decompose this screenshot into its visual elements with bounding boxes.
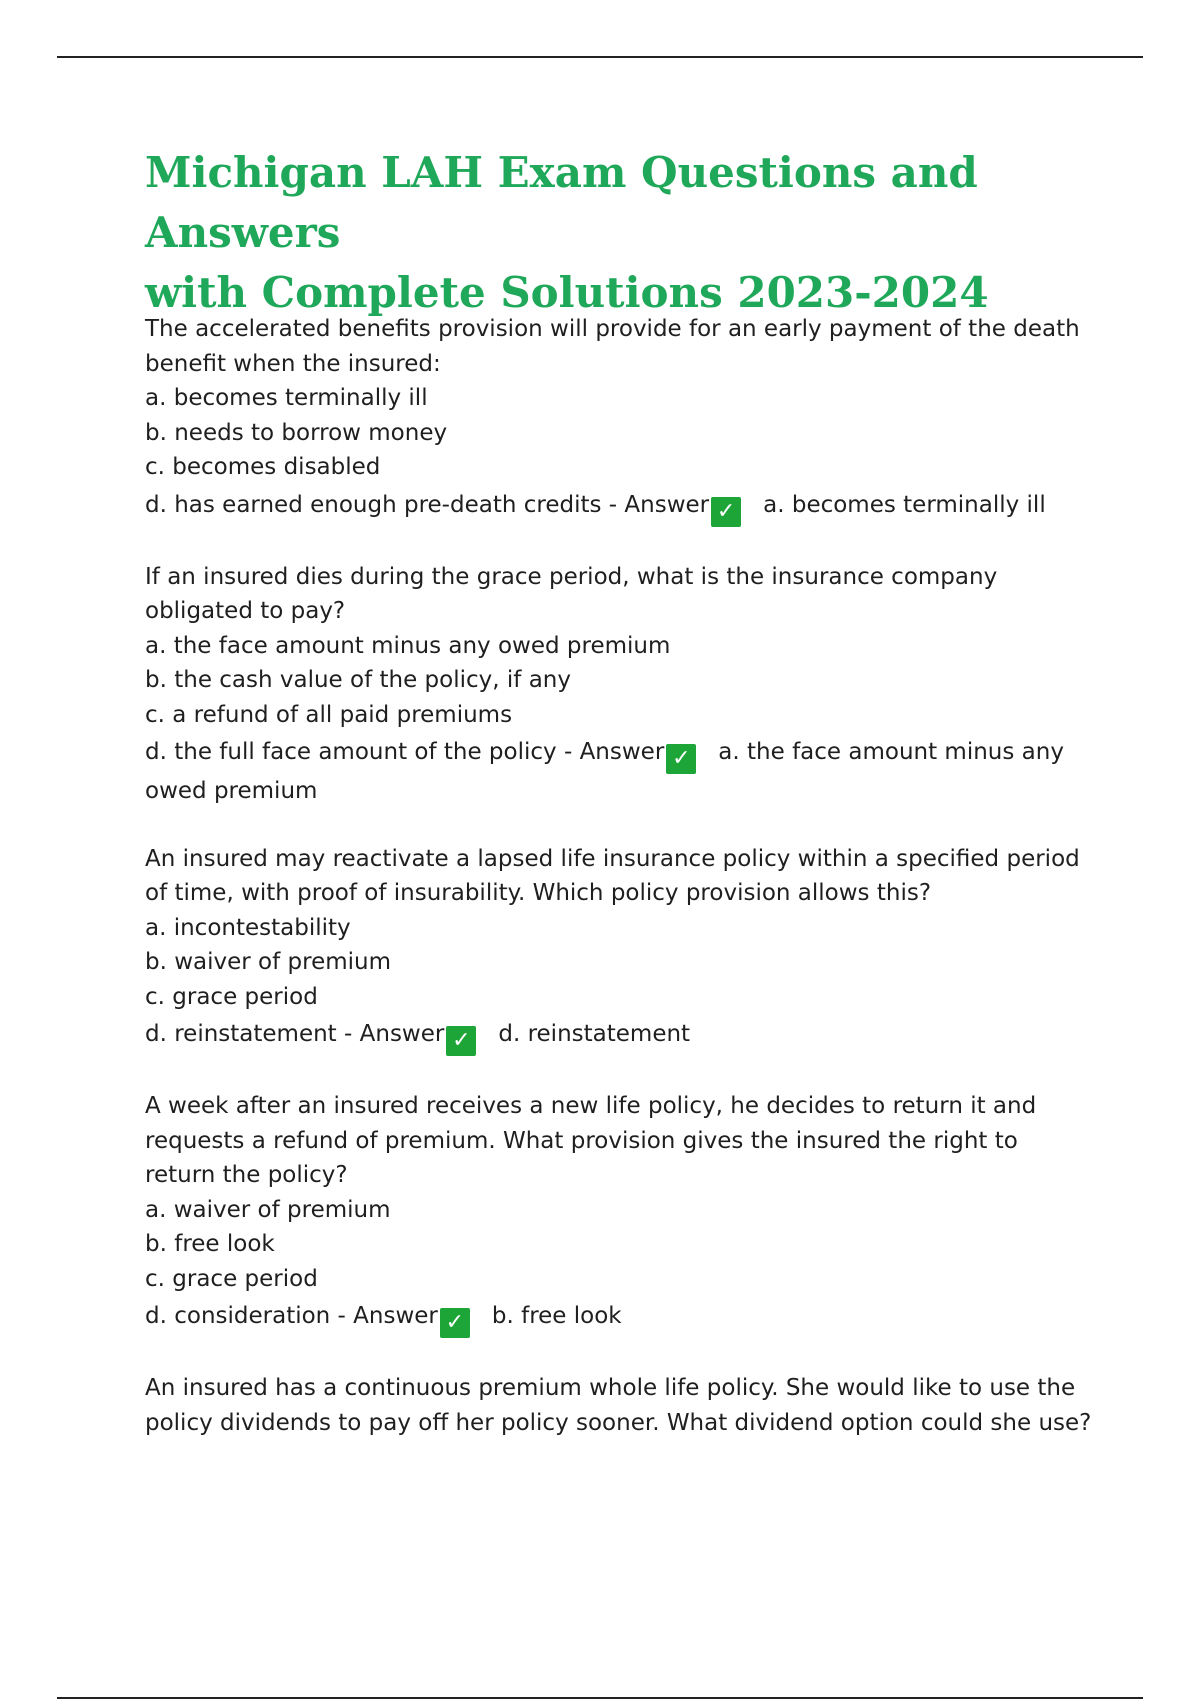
stem-line: An insured has a continuous premium whole life policy. She would like to use the: [145, 1375, 1076, 1401]
option-c: c. becomes disabled: [145, 454, 381, 480]
option-b: b. the cash value of the policy, if any: [145, 667, 571, 693]
stem-line: The accelerated benefits provision will provide for an early payment of the death: [145, 316, 1080, 342]
stem-line: obligated to pay?: [145, 598, 346, 624]
option-d: d. the full face amount of the policy: [145, 739, 557, 765]
answer-label: - Answer: [556, 739, 665, 765]
stem-line: policy dividends to pay off her policy sooner. What dividend option could she use?: [145, 1409, 1092, 1436]
stem-line: of time, with proof of insurability. Which policy provision allows this?: [145, 880, 932, 906]
question-5: [145, 1371, 1105, 1440]
question-stem: [145, 842, 1105, 911]
title-line-2: with Complete Solutions 2023-2024: [145, 268, 989, 317]
answer-label: - Answer: [336, 1021, 445, 1047]
option-d-with-answer: [145, 488, 1105, 527]
option-a: a. waiver of premium: [145, 1196, 391, 1223]
checkmark-icon: ✓: [711, 497, 741, 527]
title-line-1: Michigan LAH Exam Questions and Answers: [145, 148, 978, 257]
bottom-rule: [57, 1697, 1143, 1699]
correct-answer: a. the face amount minus any owed premium: [145, 739, 1064, 804]
stem-line: A week after an insured receives a new life policy, he decides to return it and: [145, 1093, 1037, 1119]
qa-content: [145, 312, 1105, 1473]
top-rule: [57, 56, 1143, 58]
option-d-with-answer: [145, 735, 1065, 809]
answer-label: - Answer: [330, 1303, 438, 1329]
question-1: [145, 312, 1105, 527]
option-d: d. reinstatement: [145, 1021, 337, 1047]
question-4: [145, 1089, 1105, 1338]
checkmark-icon: ✓: [446, 1026, 476, 1056]
stem-line: requests a refund of premium. What provision gives the insured the right to: [145, 1127, 1018, 1154]
question-stem: [145, 560, 1105, 629]
option-d: d. consideration: [145, 1303, 331, 1329]
correct-answer: a. becomes terminally ill: [763, 491, 1046, 518]
page-title: [145, 143, 1105, 323]
option-b: b. waiver of premium: [145, 949, 392, 975]
option-a: a. incontestability: [145, 914, 351, 941]
question-stem: [145, 312, 1105, 381]
option-d-with-answer: [145, 1017, 1105, 1056]
correct-answer: d. reinstatement: [498, 1021, 691, 1047]
checkmark-icon: ✓: [440, 1308, 470, 1338]
option-c: c. grace period: [145, 1265, 318, 1292]
option-d-with-answer: [145, 1299, 1105, 1338]
stem-line: benefit when the insured:: [145, 350, 441, 377]
stem-line: If an insured dies during the grace period, what is the insurance company: [145, 563, 998, 590]
question-3: [145, 842, 1105, 1057]
option-a: a. becomes terminally ill: [145, 385, 428, 411]
option-b: b. free look: [145, 1231, 275, 1257]
option-c: c. a refund of all paid premiums: [145, 701, 513, 728]
checkmark-icon: ✓: [666, 744, 696, 774]
option-c: c. grace period: [145, 983, 318, 1010]
stem-line: An insured may reactivate a lapsed life insurance policy within a specified period: [145, 845, 1080, 872]
question-stem: [145, 1089, 1105, 1193]
correct-answer: b. free look: [491, 1303, 622, 1329]
option-a: a. the face amount minus any owed premium: [145, 632, 671, 659]
option-b: b. needs to borrow money: [145, 419, 448, 446]
question-2: [145, 560, 1105, 809]
answer-label: - Answer: [601, 491, 710, 518]
question-stem: [145, 1371, 1105, 1440]
option-d: d. has earned enough pre-death credits: [145, 491, 602, 518]
stem-line: return the policy?: [145, 1162, 348, 1188]
